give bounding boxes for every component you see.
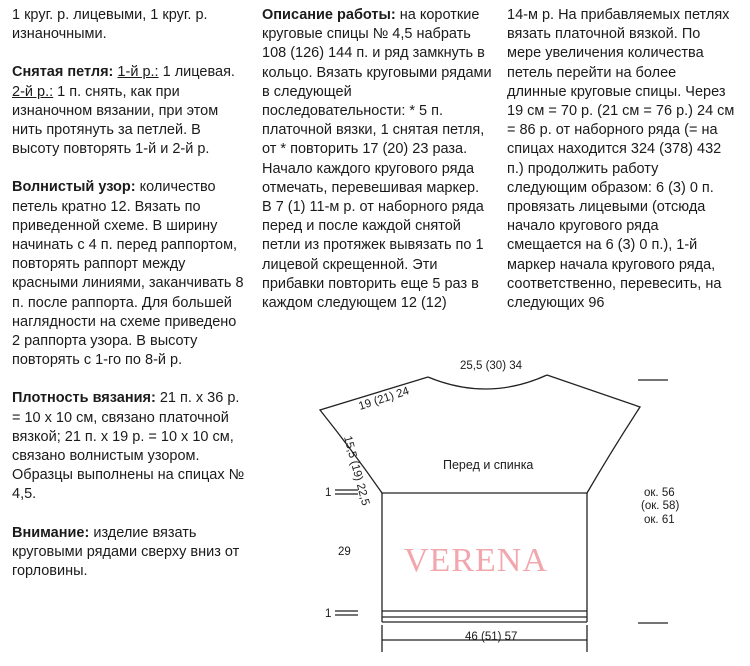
continuation-text: 14-м р. На прибавляемых петлях вязать платочной вязкой. По мере увеличения количества петель перейти на более длинные круговые спицы. Через 19 см = 70 р. (21 см = 76 р.) 24 см = 86 р. от наборного ряда (= на спицах находится 324 (378) 432 п.) продолжить работу следующим образом: 6 (3) 0 п. провязать лицевыми (отсюда начало кругового ряда смещается на 6 (3) 0 п.), 1-й маркер начала кругового ряда, соответственно, перевесить, на следующих 96 [507,7,735,312]
row2-text: 1 п. снять, как при изнаночном вязании, при этом нить протянуть за петлей. В высоту повторять 1-й и 2-й р. [12,83,219,158]
attention-text: изделие вязать круговыми рядами сверху вниз от горловины. [12,524,240,580]
body-length-label: 29 [338,546,351,558]
row2-label: 2-й р.: [12,83,54,100]
row1-text: 1 лицевая. [158,64,235,81]
marker-2-label: 1 [325,608,332,620]
attention-heading: Внимание: [12,524,90,541]
neckline-curve [428,375,547,389]
neck-width-label: 25,5 (30) 34 [460,360,523,372]
density-text: 21 п. х 36 р. = 10 х 10 см, связано платочной вязкой; 21 п. х 19 р. = 10 х 10 см, связано волнистым узором. Образцы выполнены на спицах № 4,5. [12,390,245,503]
density-heading: Плотность вязания: [12,390,156,407]
marker-1-label: 1 [325,487,332,499]
chest-label-3: ок. 61 [644,514,675,526]
intro-text: 1 круг. р. лицевыми, 1 круг. р. изнаночными. [12,7,208,43]
front-back-title: Перед и спинка [443,458,534,472]
watermark: VERENA [404,542,548,579]
wave-pattern-heading: Волнистый узор: [12,179,136,196]
wave-pattern-text: количество петель кратно 12. Вязать по приведенной схеме. В ширину начинать с 4 п. перед раппортом, повторять раппорт между красными линиями, заканчивать 8 п. после раппорта. Для большей наглядности на схеме приведено 2 раппорта узора. В высоту повторять с 1-го по 8-й р. [12,179,244,369]
raglan-length-label: 19 (21) 24 [357,385,411,413]
work-description-heading: Описание работы: [262,7,396,23]
slip-stitch-heading: Снятая петля: [12,64,114,81]
right-yoke-edge [547,375,640,493]
hem-width-label: 46 (51) 57 [465,631,518,643]
row1-label: 1-й р.: [117,64,159,81]
yoke-depth-label: 15,5 (19) 22,5 [341,434,372,507]
chest-label-1: ок. 56 [644,487,675,499]
chest-label-2: (ок. 58) [641,500,680,512]
work-description-text: на короткие круговые спицы № 4,5 набрать 108 (126) 144 п. и ряд замкнуть в кольцо. Вязать круговыми рядами в следующей последовательности: * 5 п. платочной вязки, 1 снятая петля, от * повторить 17 (20) 23 раза. Начало каждого кругового ряда отмечать, перевешивая маркер. В 7 (1) 11-м р. от наборного ряда перед и после каждой снятой петли из протяжек вывязать по 1 лицевой скрещенной. Эти прибавки повторить еще 5 раз в каждом следующем 12 (12) [262,7,492,312]
left-yoke-edge [320,377,428,493]
